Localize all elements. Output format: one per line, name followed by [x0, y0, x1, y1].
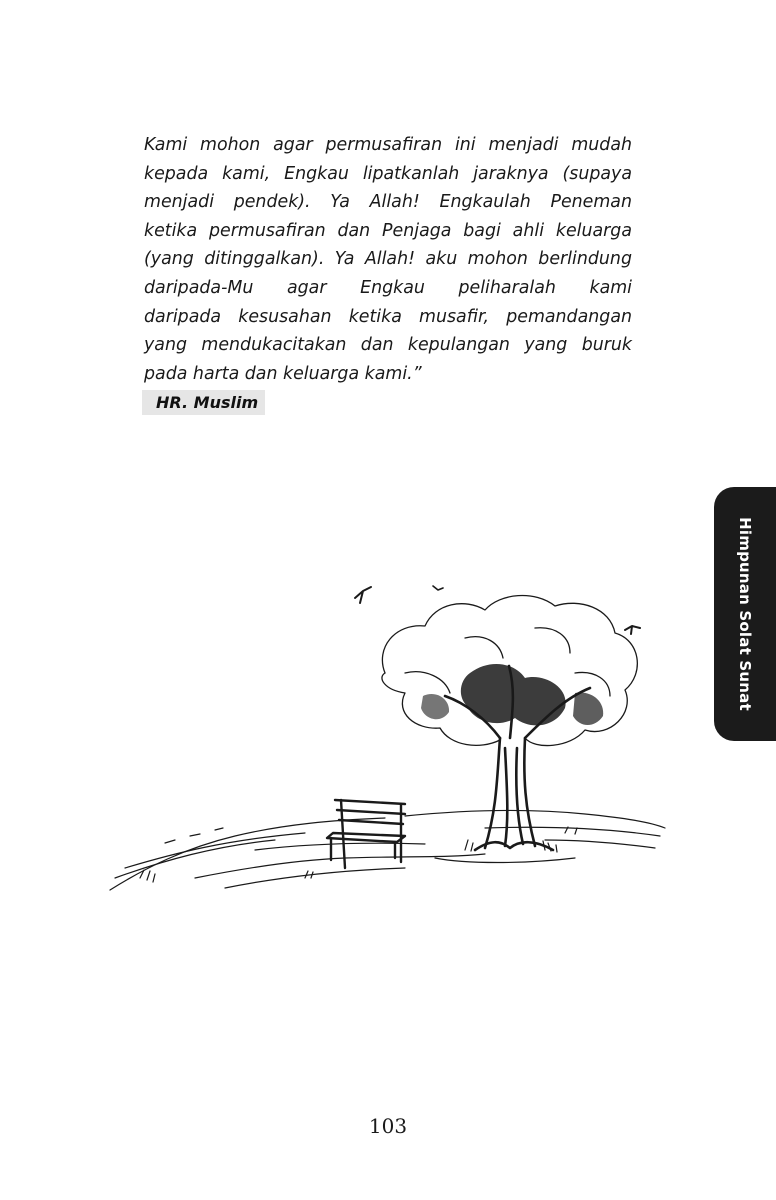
quote-line: daripada kesusahan ketika musafir, pemandangan — [144, 306, 632, 327]
quote-line: daripada-Mu agar Engkau peliharalah kami — [144, 277, 632, 298]
quote-line: (yang ditinggalkan). Ya Allah! aku mohon berlindung — [144, 249, 632, 270]
hadith-quote — [144, 131, 632, 388]
hadith-source-label: HR. Muslim — [142, 390, 265, 415]
bird-icon — [355, 587, 371, 603]
quote-line: ketika permusafiran dan Penjaga bagi ahli keluarga — [144, 220, 632, 241]
chapter-side-tab-label: Himpunan Solat Sunat — [736, 517, 754, 711]
quote-line: kepada kami, Engkau lipatkanlah jaraknya (supaya — [144, 163, 632, 184]
page-number: 103 — [368, 1114, 408, 1138]
tree-bench-illustration — [105, 578, 670, 903]
quote-line: Kami mohon agar permusafiran ini menjadi mudah — [144, 135, 632, 155]
quote-line: yang mendukacitakan dan kepulangan yang buruk — [144, 335, 632, 356]
bird-icon — [433, 586, 443, 590]
quote-line: pada harta dan keluarga kami.” — [144, 363, 422, 384]
quote-line: menjadi pendek). Ya Allah! Engkaulah Peneman — [144, 192, 632, 213]
bird-icon — [625, 626, 640, 634]
